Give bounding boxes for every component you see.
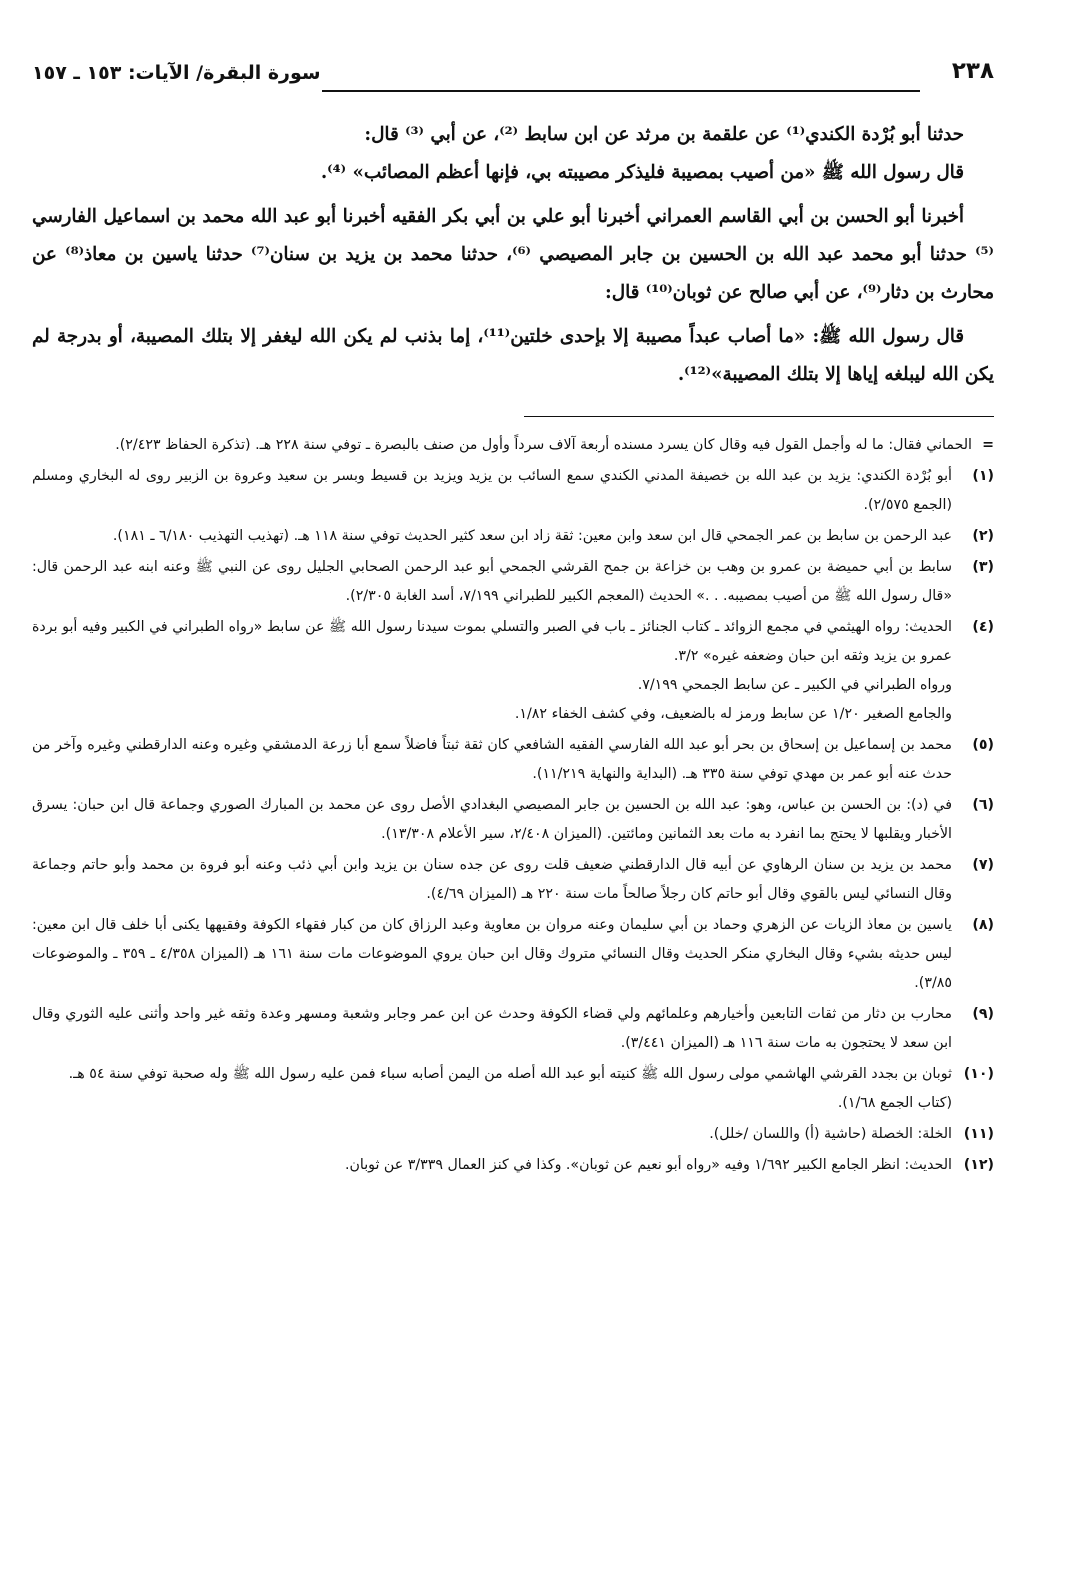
document-page xyxy=(32,58,994,1552)
footnote-text: ثوبان بن بجدد القرشي الهاشمي مولى رسول الله ﷺ كنيته أبو عبد الله أصله من اليمن أصابه سباء فمن عليه رسول الله ﷺ وله صحبة توفي سنة ٥٤ هـ. xyxy=(68,1066,952,1082)
footnote-text: عبد الرحمن بن سابط بن عمر الجمحي قال ابن سعد وابن معين: ثقة زاد ابن سعد كثير الحديث توفي سنة ١١٨ هـ. (تهذيب التهذيب ٦/١٨٠ ـ ١٨١). xyxy=(112,528,952,544)
footnote-number: (٨) xyxy=(972,917,994,933)
footnote-item xyxy=(32,911,994,998)
footnote-number: (١١) xyxy=(963,1126,994,1142)
footnote-text: أبو بُرْدة الكندي: يزيد بن عبد الله بن خصيفة المدني الكندي سمع السائب بن يزيد ويزيد بن قسيط وبسر بن سعيد وعروة بن الزبير روى له البخاري ومسلم (الجمع ٢/٥٧٥). xyxy=(32,468,952,513)
header-rule xyxy=(322,90,920,92)
main-text xyxy=(32,116,994,394)
footnote-text: (كتاب الجمع ١/٦٨). xyxy=(837,1095,952,1111)
running-title: سورة البقرة/ الآيات: ١٥٣ ـ ١٥٧ xyxy=(32,62,321,84)
footnote-item xyxy=(32,431,994,460)
body-paragraph: حدثنا أبو بُرْدة الكندي⁽¹⁾ عن علقمة بن مرثد عن ابن سابط ⁽²⁾، عن أبي ⁽³⁾ قال: xyxy=(364,124,964,145)
footnote-text: ورواه الطبراني في الكبير ـ عن سابط الجمحي ٧/١٩٩. xyxy=(637,677,952,693)
footnote-text: في (د): بن الحسن بن عباس، وهو: عبد الله بن الحسين بن جابر المصيصي البغدادي الأصل روى عن محمد بن المبارك الصوري وجماعة قال ابن حبان: يسرق الأخبار ويقلبها لا يحتج بما انفرد به مات بعد الثمانين ومائتين. (الميزان ٢/٤٠٨، سير الأعلام ١٣/٣٠٨). xyxy=(32,797,952,842)
footnote-item xyxy=(32,462,994,520)
footnote-item xyxy=(32,791,994,849)
footnote-item xyxy=(32,1120,994,1149)
footnote-item xyxy=(32,1060,994,1118)
footnote-item xyxy=(32,1000,994,1058)
footnote-number: (٤) xyxy=(972,619,994,635)
footnote-text: محمد بن يزيد بن سنان الرهاوي عن أبيه قال الدارقطني ضعيف قلت روى عن جده سنان بن يزيد وابن أبي ذئب وعنه أبو فروة بن محمد وأبو حاتم وجماعة وقال النسائي ليس بالقوي وقال أبو حاتم كان رجلاً صالحاً مات سنة ٢٢٠ هـ (الميزان ٤/٦٩). xyxy=(32,857,952,902)
footnote-number: (٥) xyxy=(972,737,994,753)
footnote-text: محمد بن إسماعيل بن إسحاق بن بحر أبو عبد الله الفارسي الفقيه الشافعي كان ثقة ثبتاً فاضلاً سمع أبا زرعة الدمشقي وغيره وعنه الدارقطني وغيره وآخر من حدث عنه أبو عمر بن مهدي توفي سنة ٣٣٥ هـ. (البداية والنهاية ١١/٢١٩). xyxy=(32,737,952,782)
footnote-number: (٧) xyxy=(972,857,994,873)
footnote-number: (١٠) xyxy=(963,1066,994,1082)
footnote-text: والجامع الصغير ١/٢٠ عن سابط ورمز له بالضعيف، وفي كشف الخفاء ١/٨٢. xyxy=(514,706,952,722)
footnote-number: (٩) xyxy=(972,1006,994,1022)
footnote-text: الخلة: الخصلة (حاشية (أ) واللسان /خلل). xyxy=(709,1126,952,1142)
footnote-number: = xyxy=(982,437,994,453)
footnote-number: (١) xyxy=(972,468,994,484)
footnote-text: الحديث: انظر الجامع الكبير ١/٦٩٢ وفيه «رواه أبو نعيم عن ثوبان». وكذا في كنز العمال ٣/٣٣٩ عن ثوبان. xyxy=(344,1157,952,1173)
footnote-text: ياسين بن معاذ الزيات عن الزهري وحماد بن أبي سليمان وعنه مروان بن معاوية وعبد الرزاق كان من كبار فقهاء الكوفة وفقيهها يكنى أبا خلف قال ابن معين: ليس حديثه بشيء وقال البخاري منكر الحديث وقال النسائي متروك وقال ابن حبان يروي الموضوعات مات سنة ١٦١ هـ (الميزان ٤/٣٥٨ ـ ٣٥٩ ـ والموضوعات ٣/٨٥). xyxy=(32,917,952,991)
footnote-number: (٦) xyxy=(972,797,994,813)
footnotes xyxy=(32,431,994,1180)
footnote-separator xyxy=(524,416,994,417)
footnote-item xyxy=(32,851,994,909)
body-paragraph: قال رسول الله ﷺ: «ما أصاب عبداً مصيبة إلا بإحدى خلتين⁽¹¹⁾، إما بذنب لم يكن الله ليغفر إلا بتلك المصيبة، أو بدرجة لم يكن الله ليبلغه إياها إلا بتلك المصيبة»⁽¹²⁾. xyxy=(32,326,994,385)
footnote-number: (٢) xyxy=(972,528,994,544)
footnote-item xyxy=(32,553,994,611)
footnote-number: (٣) xyxy=(972,559,994,575)
footnote-item xyxy=(32,731,994,789)
footnote-item xyxy=(32,613,994,729)
page-number: ٢٣٨ xyxy=(951,58,994,84)
footnote-text: الحماني فقال: ما له وأجمل القول فيه وقال كان يسرد مسنده أربعة آلاف سرداً وأول من صنف بالبصرة ـ توفي سنة ٢٢٨ هـ. (تذكرة الحفاظ ٢/٤٢٣). xyxy=(115,437,972,453)
footnote-item xyxy=(32,522,994,551)
page-header xyxy=(32,58,994,98)
footnote-text: الحديث: رواه الهيثمي في مجمع الزوائد ـ كتاب الجنائز ـ باب في الصبر والتسلي بموت سيدنا رسول الله ﷺ عن سابط «رواه الطبراني في الكبير وفيه أبو بردة عمرو بن يزيد وثقه ابن حبان وضعفه غيره» ٣/٢. xyxy=(32,619,952,664)
footnote-number: (١٢) xyxy=(963,1157,994,1173)
footnote-item xyxy=(32,1151,994,1180)
footnote-text: سابط بن أبي حميضة بن عمرو بن وهب بن خزاعة بن جمح القرشي الجمحي أبو عبد الرحمن الصحابي الجليل روى عن النبي ﷺ وعنه ابنه عبد الرحمن قال: «قال رسول الله ﷺ من أصيب بمصيبه. . .» الحديث (المعجم الكبير للطبراني ٧/١٩٩، أسد الغابة ٢/٣٠٥). xyxy=(32,559,952,604)
body-paragraph: أخبرنا أبو الحسن بن أبي القاسم العمراني أخبرنا أبو علي بن أبي بكر الفقيه أخبرنا أبو عبد الله محمد بن اسماعيل الفارسي ⁽⁵⁾ حدثنا أبو محمد عبد الله بن الحسين بن جابر المصيصي ⁽⁶⁾، حدثنا محمد بن يزيد بن سنان⁽⁷⁾ حدثنا ياسين بن معاذ⁽⁸⁾ عن محارث بن دثار⁽⁹⁾، عن أبي صالح عن ثوبان⁽¹⁰⁾ قال: xyxy=(32,206,994,303)
body-paragraph: قال رسول الله ﷺ «من أصيب بمصيبة فليذكر مصيبته بي، فإنها أعظم المصائب» ⁽⁴⁾. xyxy=(320,162,964,183)
footnote-text: محارب بن دثار من ثقات التابعين وأخيارهم وعلمائهم ولي قضاء الكوفة وحدث عن ابن عمر وجابر وشعبة ومسهر وعدة وثقه غير واحد وأثنى عليه الثوري وقال ابن سعد لا يحتجون به مات سنة ١١٦ هـ (الميزان ٣/٤٤١). xyxy=(32,1006,952,1051)
